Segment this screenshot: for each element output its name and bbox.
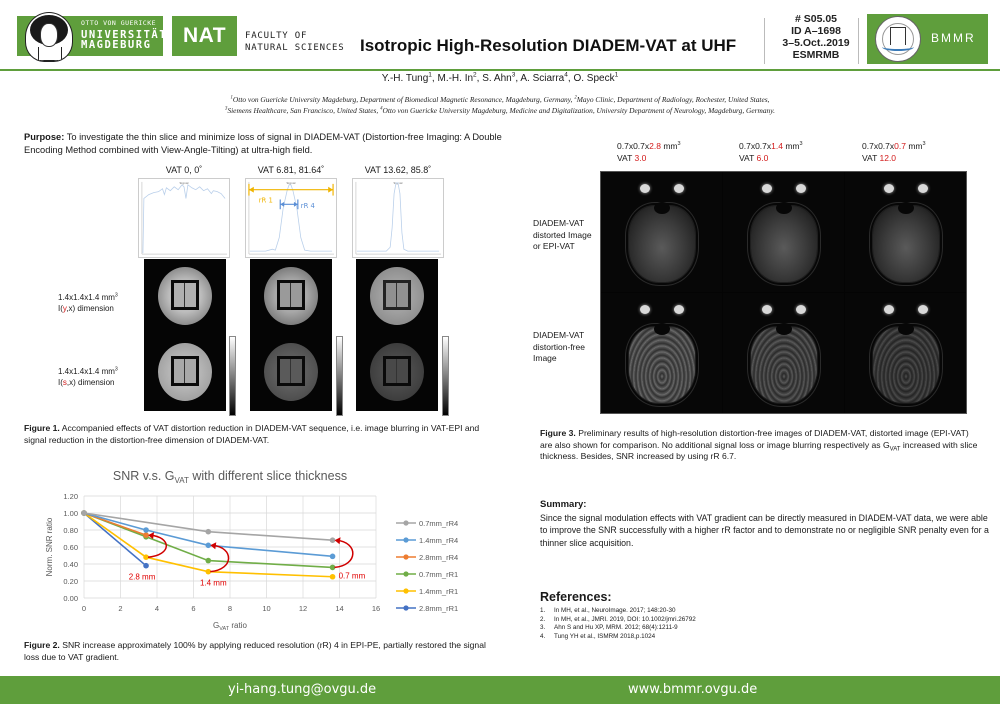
fig3-row-label bbox=[533, 330, 585, 365]
fig1-row-label bbox=[58, 366, 118, 388]
nat-logo: NAT bbox=[172, 16, 237, 56]
abstract-id: ID A–1698 bbox=[791, 25, 841, 37]
website-link[interactable]: www.bmmr.ovgu.de bbox=[628, 682, 758, 697]
legend-label: 2.8mm_rR1 bbox=[419, 604, 459, 613]
summary-title: Summary: bbox=[540, 499, 587, 510]
res-suffix: mm bbox=[782, 141, 800, 151]
row-label-line: or EPI-VAT bbox=[533, 241, 575, 251]
brain-image-distorted bbox=[723, 172, 844, 292]
profile-plot-title: Signal bbox=[179, 180, 189, 185]
voxel-size: 1.4x1.4x1.4 mm bbox=[58, 367, 115, 376]
snr-line-chart bbox=[20, 458, 500, 633]
phantom-image bbox=[144, 335, 226, 411]
legend-label: 1.4mm_rR1 bbox=[419, 587, 459, 596]
conference-name: ESMRMB bbox=[792, 49, 840, 61]
superscript: 3 bbox=[114, 292, 118, 299]
references-title: References: bbox=[540, 590, 612, 604]
fig3-column-title bbox=[739, 141, 803, 164]
brain-image-distortion-free bbox=[723, 293, 844, 413]
legend-label: 2.8mm_rR4 bbox=[419, 553, 459, 562]
caption-text: increased with slice thickness. Besides, SNR increased by using rR 6.7. bbox=[540, 439, 978, 461]
reference-text: Ahn S and Hu XP, MRM. 2012; 68(4):1211-9 bbox=[554, 624, 678, 631]
data-point bbox=[143, 563, 149, 569]
summary-text: Since the signal modulation effects with VAT gradient can be directly measured in DIADEM-VAT data, we were able to improve the SNR successfully with a higher rR factor and to demonstrate no or negligible SNR penalty even for a thinner slice acquisition. bbox=[540, 513, 989, 548]
legend-label: 1.4mm_rR4 bbox=[419, 536, 459, 545]
affiliation-marker: 1 bbox=[428, 71, 432, 79]
dim-variable: y bbox=[62, 304, 67, 313]
data-point bbox=[81, 510, 87, 516]
phantom-image bbox=[250, 259, 332, 335]
curved-arrow-icon bbox=[335, 540, 353, 567]
legend-label: 0.7mm_rR4 bbox=[419, 519, 459, 528]
brain-image-distorted bbox=[601, 172, 722, 292]
y-tick-label: 0.20 bbox=[63, 577, 78, 586]
affiliation-marker: 1 bbox=[230, 95, 233, 101]
y-tick-label: 0.60 bbox=[63, 543, 78, 552]
vat-value: 3.0 bbox=[634, 152, 647, 163]
data-point bbox=[205, 543, 211, 549]
affiliations-line2 bbox=[0, 106, 1000, 115]
portrait-icon bbox=[25, 12, 73, 62]
snr-chart bbox=[20, 458, 500, 633]
x-tick-label: 12 bbox=[298, 604, 308, 613]
fig3-row-label bbox=[533, 218, 592, 253]
poster-title: Isotropic High-Resolution DIADEM-VAT at UHF bbox=[360, 36, 737, 55]
x-tick-label: 4 bbox=[154, 604, 160, 613]
figure-1-caption bbox=[24, 423, 502, 446]
divider bbox=[764, 18, 765, 64]
affiliation-text: Siemens Healthcare, San Francisco, United States, bbox=[227, 106, 381, 115]
author-name: Y.-H. Tung bbox=[381, 73, 429, 84]
x-tick-label: 10 bbox=[262, 604, 271, 613]
figure-3-caption bbox=[540, 428, 980, 463]
dim-suffix: ,x) dimension bbox=[66, 304, 114, 313]
reference-number: 3. bbox=[540, 624, 546, 631]
phantom-image bbox=[356, 335, 438, 411]
superscript: 3 bbox=[799, 141, 803, 148]
brain-image-grid bbox=[600, 171, 967, 414]
phantom-image bbox=[250, 335, 332, 411]
y-tick-label: 1.00 bbox=[63, 509, 78, 518]
vat-value: 12.0 bbox=[879, 152, 897, 163]
author-name: A. Sciarra bbox=[520, 73, 565, 84]
brain-image-distortion-free bbox=[601, 293, 722, 413]
superscript: 3 bbox=[677, 141, 681, 148]
caption-text: SNR increase approximately 100% by applying reduced resolution (rR) 4 in EPI-PE, partially restored the signal loss due to VAT gradient. bbox=[24, 640, 486, 662]
caption-label: Figure 2. bbox=[24, 640, 60, 650]
reference-text: In MH, et al., NeuroImage. 2017; 148:20-30 bbox=[554, 607, 676, 614]
signal-profile-plot-flat bbox=[138, 178, 230, 258]
vat-label: VAT bbox=[862, 152, 880, 163]
data-point bbox=[205, 529, 211, 535]
y-tick-label: 0.80 bbox=[63, 526, 78, 535]
rr1-annotation: rR 1 bbox=[258, 196, 273, 205]
y-tick-label: 1.20 bbox=[63, 492, 78, 501]
vat-label: VAT bbox=[617, 152, 635, 163]
affiliation-marker: 3 bbox=[225, 106, 228, 112]
svg-text:Signal: Signal bbox=[286, 180, 296, 185]
colorbar bbox=[442, 336, 449, 416]
signal-profile-plot-narrow bbox=[352, 178, 444, 258]
university-name-line1: OTTO VON GUERICKE bbox=[81, 19, 157, 27]
university-name-line3: MAGDEBURG bbox=[81, 39, 152, 51]
vat-label: VAT bbox=[739, 152, 757, 163]
fig1-column-title: VAT 0, 0˚ bbox=[165, 165, 203, 175]
bmmr-logo-text: BMMR bbox=[931, 31, 976, 45]
caption-text: Accompanied effects of VAT distortion reduction in DIADEM-VAT sequence, i.e. image blurring in VAT-EPI and signal reduction in the distortion-free dimension of DIADEM-VAT. bbox=[24, 423, 480, 445]
slice-thickness: 1.4 bbox=[771, 141, 783, 151]
author-list: Y.-H. Tung$^1$, M.-H. In$^2$, S. Ahn$^3$, A. Sciarra$^4$, O. Speck$^1$ bbox=[381, 71, 619, 84]
reference-item bbox=[540, 607, 696, 616]
affiliation-marker: 2 bbox=[574, 95, 577, 101]
poster-header bbox=[0, 0, 1000, 71]
dim-variable: s bbox=[62, 378, 67, 387]
dim-prefix: I( bbox=[58, 304, 63, 313]
brain-image-distorted bbox=[845, 172, 966, 292]
x-axis-label: $G_{VAT}$ ratio bbox=[213, 621, 247, 632]
svg-text:Signal: Signal bbox=[393, 180, 403, 185]
reference-text: In MH, et al., JMRI. 2019, DOI: 10.1002/jmri.26792 bbox=[554, 615, 696, 623]
poster-footer bbox=[0, 676, 1000, 704]
res-suffix: mm bbox=[905, 141, 923, 151]
phantom-image bbox=[356, 259, 438, 335]
author-name: O. Speck bbox=[573, 73, 615, 84]
data-point bbox=[205, 569, 211, 575]
affiliation-text: Otto von Guericke University Magdeburg, Medicine and Digitalization, University Department of Neurology, Magdeburg, Germany. bbox=[382, 106, 775, 115]
conference-dates: 3–5.Oct..2019 bbox=[782, 37, 850, 49]
reference-number: 4. bbox=[540, 632, 546, 640]
res-suffix: mm bbox=[660, 141, 678, 151]
data-point bbox=[330, 574, 336, 580]
reference-number: 2. bbox=[540, 615, 546, 623]
annotation-label: 0.7 mm bbox=[338, 571, 366, 581]
affiliation-marker: 4 bbox=[380, 106, 383, 112]
brain-image-distortion-free bbox=[845, 293, 966, 413]
row-label-line: distortion-free bbox=[533, 341, 585, 352]
superscript: 3 bbox=[922, 141, 926, 148]
affiliation-text: Mayo Clinic, Department of Radiology, Rochester, United States, bbox=[576, 95, 770, 104]
fig3-column-title bbox=[862, 141, 926, 164]
dim-suffix: ,x) dimension bbox=[66, 378, 115, 387]
university-name-line2: UNIVERSITÄT bbox=[81, 28, 168, 41]
reference-number: 1. bbox=[540, 607, 546, 614]
row-label-line: DIADEM-VAT bbox=[533, 218, 585, 228]
affiliation-marker: 4 bbox=[564, 71, 568, 79]
dim-prefix: I( bbox=[58, 378, 63, 387]
caption-label: Figure 1. bbox=[24, 423, 60, 433]
faculty-line2: NATURAL SCIENCES bbox=[245, 43, 345, 53]
superscript: 3 bbox=[114, 366, 118, 373]
x-tick-label: 14 bbox=[335, 604, 344, 613]
purpose-text: To investigate the thin slice and minimize loss of signal in DIADEM-VAT (Distortion-free Imaging: A Double Encoding Method combined with View-Angle-Tilting) at ultra-high field. bbox=[24, 132, 502, 155]
university-logo bbox=[17, 16, 168, 56]
res-prefix: 0.7x0.7x bbox=[862, 141, 895, 151]
x-tick-label: 6 bbox=[191, 604, 196, 613]
poster-id-block bbox=[771, 13, 861, 61]
caption-label: Figure 3. bbox=[540, 428, 576, 438]
header-rule bbox=[0, 69, 1000, 71]
reference-item bbox=[540, 633, 696, 642]
colorbar bbox=[229, 336, 236, 416]
row-label-line: Image bbox=[533, 353, 557, 363]
x-tick-label: 8 bbox=[227, 604, 233, 613]
vat-value: 6.0 bbox=[756, 152, 769, 163]
caption-text: Preliminary results of high-resolution distortion-free images of DIADEM-VAT, distorted image (EPI-VAT) are also shown for comparison. No additional signal loss or image blurring respectively as G bbox=[540, 428, 969, 450]
author-name: S. Ahn bbox=[482, 73, 512, 84]
row-label-line: DIADEM-VAT bbox=[533, 330, 585, 340]
data-point bbox=[143, 554, 149, 560]
x-tick-label: 0 bbox=[81, 604, 87, 613]
curved-arrow-icon bbox=[210, 545, 228, 571]
affiliations-line1 bbox=[0, 95, 1000, 104]
chart-title: SNR v.s. $G_{VAT}$ with different slice thickness bbox=[112, 469, 348, 485]
x-tick-label: 16 bbox=[371, 604, 381, 613]
fig1-row-label bbox=[58, 292, 118, 314]
purpose-label: Purpose: bbox=[24, 132, 65, 142]
data-point bbox=[330, 537, 336, 543]
y-axis-label: Norm. SNR ratio bbox=[45, 517, 54, 577]
affiliation-marker: 2 bbox=[473, 71, 477, 79]
fig3-column-title bbox=[617, 141, 681, 164]
bmmr-logo bbox=[867, 14, 988, 64]
data-point bbox=[205, 558, 211, 564]
seal-icon bbox=[875, 16, 921, 62]
reference-item bbox=[540, 624, 696, 633]
annotation-label: 1.4 mm bbox=[199, 578, 227, 588]
slice-thickness: 2.8 bbox=[649, 141, 661, 151]
series-line bbox=[84, 513, 333, 556]
res-prefix: 0.7x0.7x bbox=[617, 141, 650, 151]
faculty-name bbox=[245, 30, 345, 54]
colorbar bbox=[336, 336, 343, 416]
reference-item bbox=[540, 616, 696, 625]
references-list bbox=[540, 607, 696, 641]
affiliation-marker: 1 bbox=[614, 71, 619, 79]
reference-text: Tung YH et al., ISMRM 2018,p.1024 bbox=[554, 632, 656, 640]
y-tick-label: 0.40 bbox=[63, 560, 78, 569]
data-point bbox=[330, 554, 336, 560]
res-prefix: 0.7x0.7x bbox=[739, 141, 772, 151]
signal-profile-plot-medium bbox=[245, 178, 337, 258]
voxel-size: 1.4x1.4x1.4 mm bbox=[58, 293, 115, 302]
legend-label: 0.7mm_rR1 bbox=[419, 570, 459, 579]
phantom-image bbox=[144, 259, 226, 335]
figure-2-caption bbox=[24, 640, 494, 663]
affiliation-text: Otto von Guericke University Magdeburg, Department of Biomedical Magnetic Resonance, Magdeburg, Germany, bbox=[232, 95, 575, 104]
affiliation-marker: 3 bbox=[511, 71, 516, 79]
data-point bbox=[330, 565, 336, 571]
purpose-section bbox=[24, 131, 504, 157]
fig1-column-title: VAT 6.81, 81.64˚ bbox=[257, 165, 325, 175]
annotation-label: 2.8 mm bbox=[128, 572, 156, 582]
faculty-line1: FACULTY OF bbox=[245, 31, 308, 41]
rr4-annotation: rR 4 bbox=[300, 202, 315, 211]
poster-number: # S05.05 bbox=[794, 13, 838, 25]
subscript: VAT bbox=[889, 446, 901, 453]
y-tick-label: 0.00 bbox=[63, 594, 78, 603]
fig1-column-title: VAT 13.62, 85.8˚ bbox=[364, 165, 432, 175]
contact-email-link[interactable]: yi-hang.tung@ovgu.de bbox=[228, 682, 377, 697]
divider bbox=[858, 18, 859, 64]
row-label-line: distorted Image bbox=[533, 229, 592, 240]
author-name: M.-H. In bbox=[437, 73, 474, 84]
data-point bbox=[143, 532, 149, 538]
slice-thickness: 0.7 bbox=[894, 141, 906, 151]
x-tick-label: 2 bbox=[118, 604, 123, 613]
data-point bbox=[143, 527, 149, 533]
